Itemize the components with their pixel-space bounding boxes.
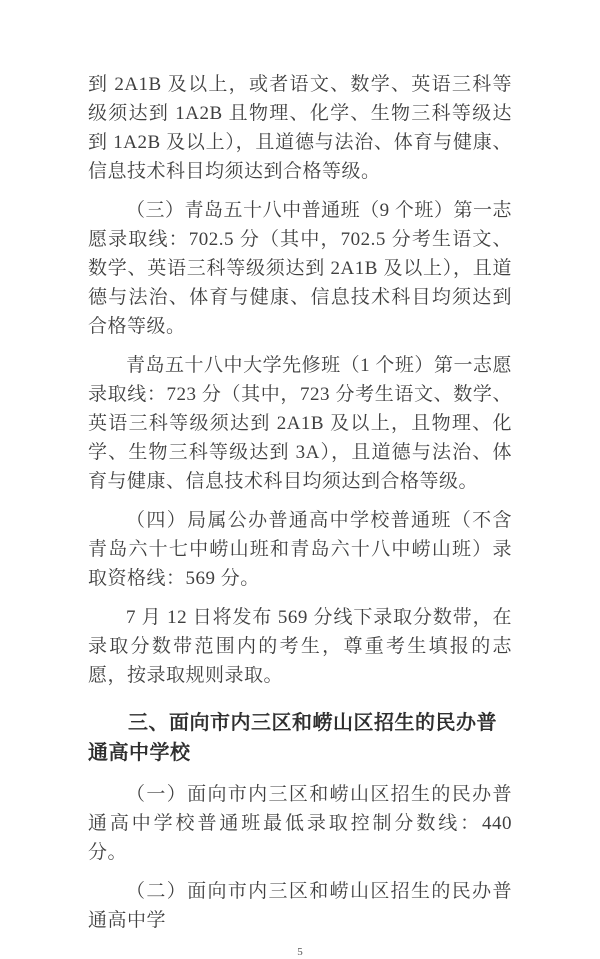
paragraph-item2-private-school-partial: （二）面向市内三区和崂山区招生的民办普通高中学 xyxy=(88,881,512,931)
paragraph-no58-advanced-placement-class-line: 青岛五十八中大学先修班（1 个班）第一志愿录取线：723 分（其中，723 分考生语文、数学、英语三科等级须达到 2A1B 及以上，且物理、化学、生物三科等级达到 3A），且道德与法治、体育与健康、信息技术科目均须达到合格等级。 xyxy=(88,355,512,492)
paragraph-item1-private-school-minimum-line: （一）面向市内三区和崂山区招生的民办普通高中学校普通班最低录取控制分数线：440 分。 xyxy=(88,784,512,863)
page-number: 5 xyxy=(297,946,303,958)
paragraph-item4-public-school-qualification-line: （四）局属公办普通高中学校普通班（不含青岛六十七中崂山班和青岛六十八中崂山班）录取资格线：569 分。 xyxy=(88,510,512,589)
paragraph-item3-no58-regular-class-line: （三）青岛五十八中普通班（9 个班）第一志愿录取线：702.5 分（其中，702.5 分考生语文、数学、英语三科等级须达到 2A1B 及以上），且道德与法治、体育与健康、信息技术科目均须达到合格等级。 xyxy=(88,200,512,337)
paragraph-july12-score-band-notice: 7 月 12 日将发布 569 分线下录取分数带，在录取分数带范围内的考生，尊重考生填报的志愿，按录取规则录取。 xyxy=(88,607,512,686)
paragraph-grade-requirements-continuation: 到 2A1B 及以上，或者语文、数学、英语三科等级须达到 1A2B 且物理、化学、生物三科等级达到 1A2B 及以上），且道德与法治、体育与健康、信息技术科目均须达到合格等级。 xyxy=(88,74,512,182)
section3-heading-private-high-schools: 三、面向市内三区和崂山区招生的民办普通高中学校 xyxy=(88,712,497,764)
